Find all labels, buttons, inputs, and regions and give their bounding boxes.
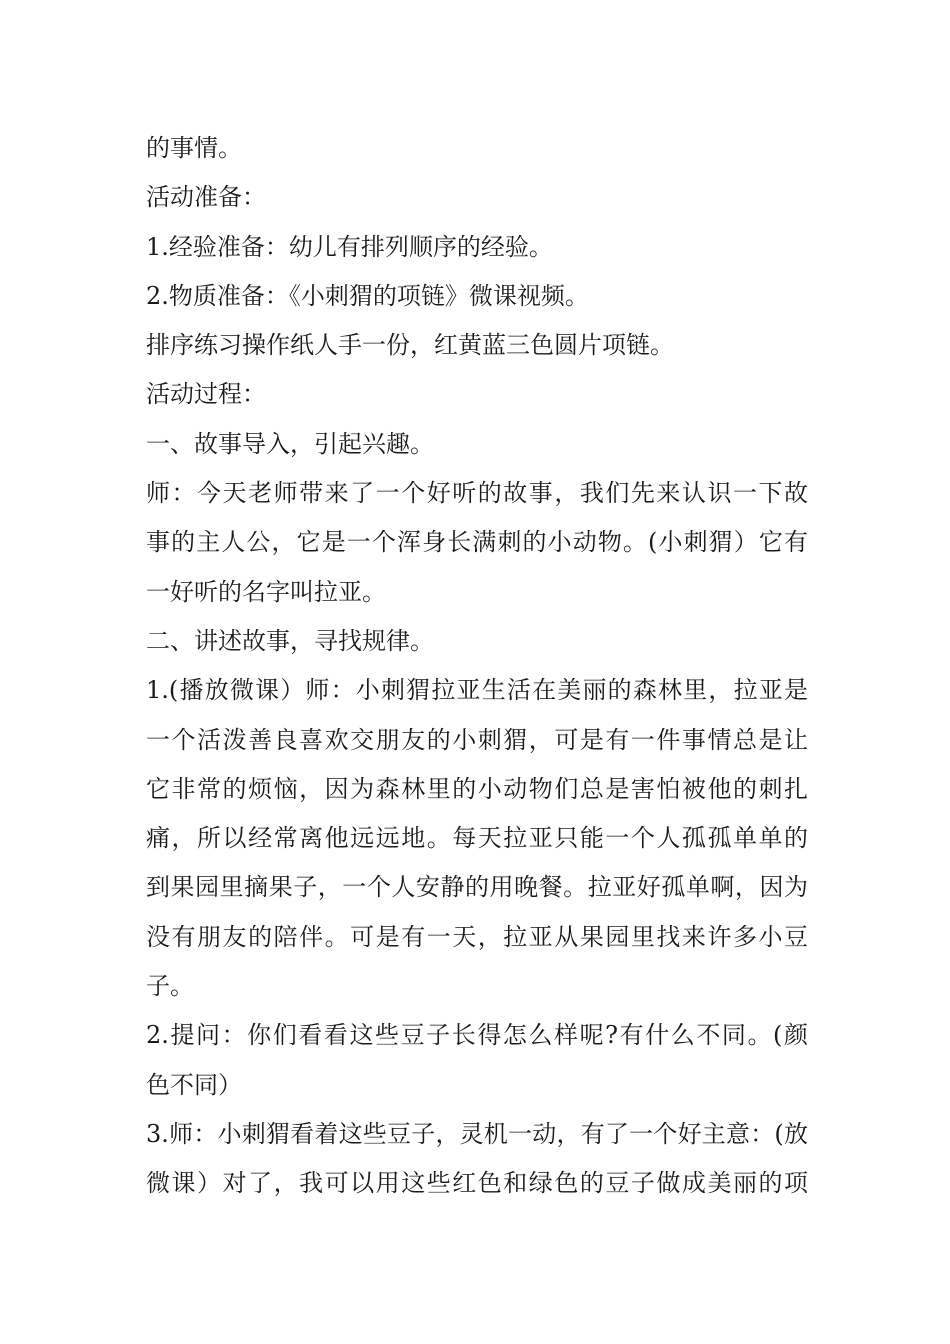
text-line: 一好听的名字叫拉亚。: [146, 577, 386, 606]
text-line: 痛，所以经常离他远远地。每天拉亚只能一个人孤孤单单的: [146, 824, 808, 853]
text-line: 它非常的烦恼，因为森林里的小动物们总是害怕被他的刺扎: [146, 774, 808, 803]
text-line: 1.经验准备：幼儿有排列顺序的经验。: [146, 232, 553, 261]
text-line: 3.师：小刺猬看着这些豆子，灵机一动，有了一个好主意：(放: [146, 1119, 808, 1148]
text-line: 没有朋友的陪伴。可是有一天，拉亚从果园里找来许多小豆: [146, 922, 808, 951]
text-line: 一、故事导入，引起兴趣。: [146, 429, 434, 458]
text-line: 的事情。: [146, 134, 242, 162]
text-line: 色不同）: [146, 1070, 242, 1099]
text-line: 师：今天老师带来了一个好听的故事，我们先来认识一下故: [146, 479, 808, 508]
text-line: 一个活泼善良喜欢交朋友的小刺猬，可是有一件事情总是让: [146, 725, 808, 754]
text-line: 子。: [146, 972, 194, 1001]
text-line: 活动准备：: [146, 183, 266, 212]
text-line: 排序练习操作纸人手一份，红黄蓝三色圆片项链。: [146, 331, 674, 360]
document-body: [146, 124, 808, 1209]
text-line: 事的主人公，它是一个浑身长满刺的小动物。(小刺猬）它有: [146, 528, 808, 557]
text-line: 二、讲述故事，寻找规律。: [146, 626, 434, 655]
text-line: 微课）对了，我可以用这些红色和绿色的豆子做成美丽的项: [146, 1169, 808, 1198]
text-line: 2.提问：你们看看这些豆子长得怎么样呢?有什么不同。(颜: [146, 1021, 808, 1050]
text-line: 2.物质准备：《小刺猬的项链》微课视频。: [146, 281, 589, 310]
text-line: 1.(播放微课）师：小刺猬拉亚生活在美丽的森林里，拉亚是: [146, 676, 808, 705]
text-line: 到果园里摘果子，一个人安静的用晚餐。拉亚好孤单啊，因为: [146, 873, 808, 902]
text-line: 活动过程：: [146, 380, 266, 409]
